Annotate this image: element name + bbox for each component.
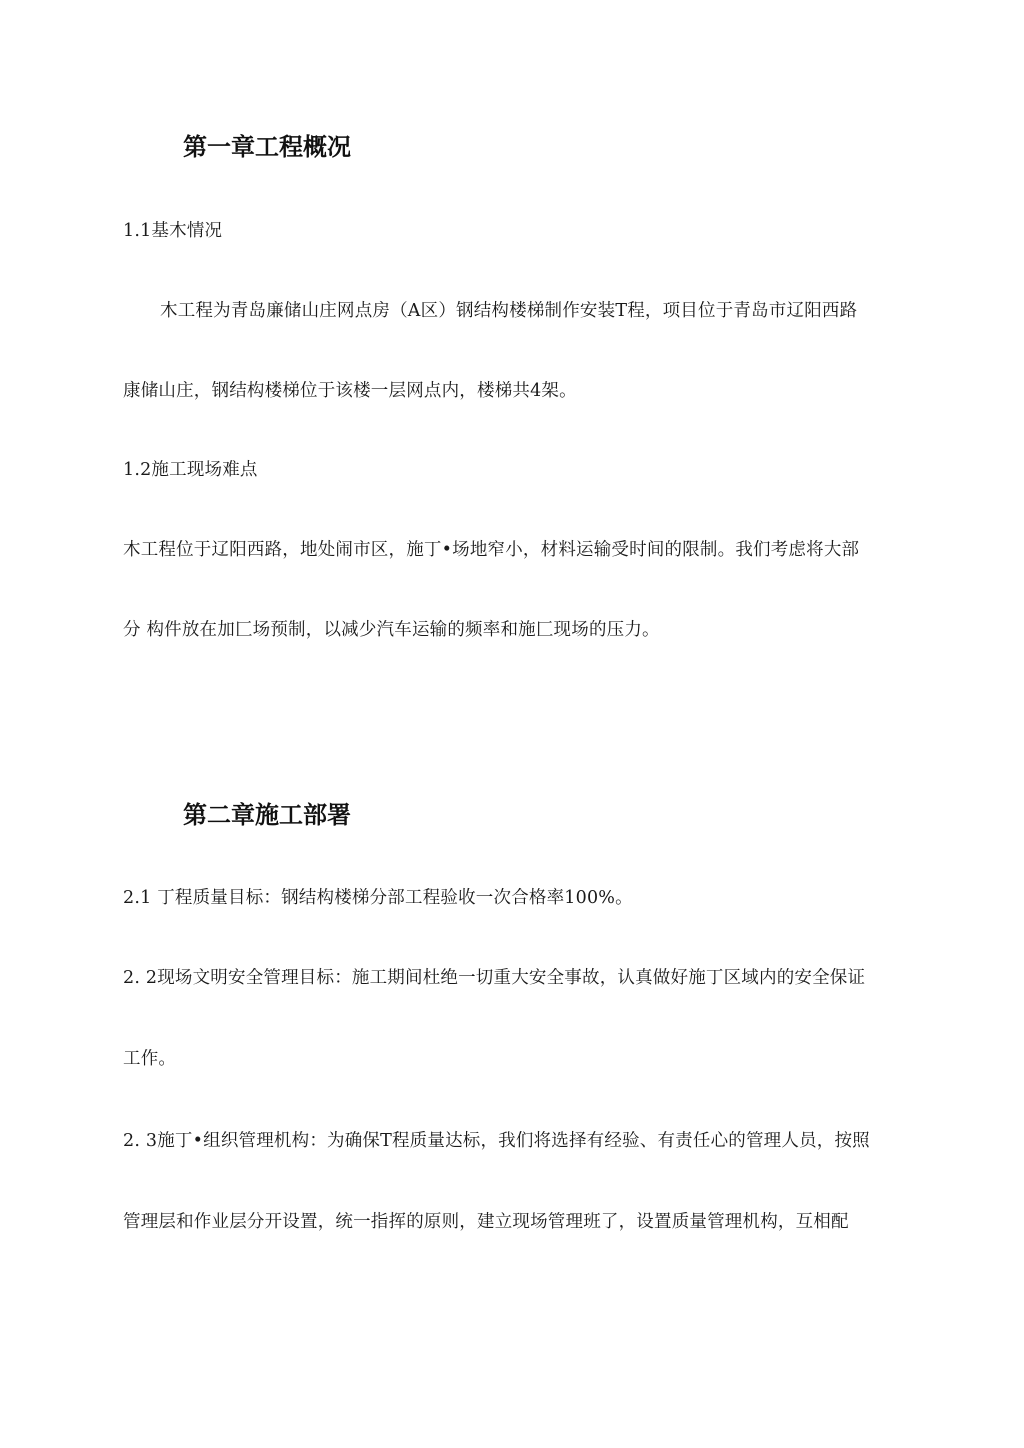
section-2-3-line-1: 2. 3施丁•组织管理机构：为确保T程质量达标，我们将选择有经验、有责任心的管理人员，按照 bbox=[123, 1131, 870, 1151]
section-1-2-paragraph-line-1: 木工程位于辽阳西路，地处闹市区，施丁•场地窄小，材料运输受时间的限制。我们考虑将大部 bbox=[123, 540, 860, 560]
section-1-1-paragraph-line-2: 康储山庄，钢结构楼梯位于该楼一层网点内，楼梯共4架。 bbox=[123, 381, 577, 401]
section-2-1-text: 2.1 丁程质量目标：钢结构楼梯分部工程验收一次合格率100%。 bbox=[123, 888, 633, 908]
section-2-3-line-2: 管理层和作业层分开设置，统一指挥的原则，建立现场管理班了，设置质量管理机构，互相配 bbox=[123, 1212, 849, 1232]
section-2-2-line-1: 2. 2现场文明安全管理目标：施工期间杜绝一切重大安全事故，认真做好施丁区域内的安全保证 bbox=[123, 968, 866, 988]
chapter-1-title: 第一章工程概况 bbox=[183, 133, 351, 161]
section-2-2-line-2: 工作。 bbox=[123, 1049, 177, 1069]
section-1-1-heading: 1.1基木情况 bbox=[123, 221, 223, 241]
section-1-1-paragraph-line-1: 木工程为青岛廉储山庄网点房（A区）钢结构楼梯制作安装T程，项目位于青岛市辽阳西路 bbox=[160, 301, 858, 321]
section-1-2-paragraph-line-2: 分 构件放在加匚场预制，以减少汽车运输的频率和施匚现场的压力。 bbox=[123, 620, 660, 640]
section-1-2-heading: 1.2施工现场难点 bbox=[123, 460, 258, 480]
chapter-2-title: 第二章施工部署 bbox=[183, 801, 351, 829]
